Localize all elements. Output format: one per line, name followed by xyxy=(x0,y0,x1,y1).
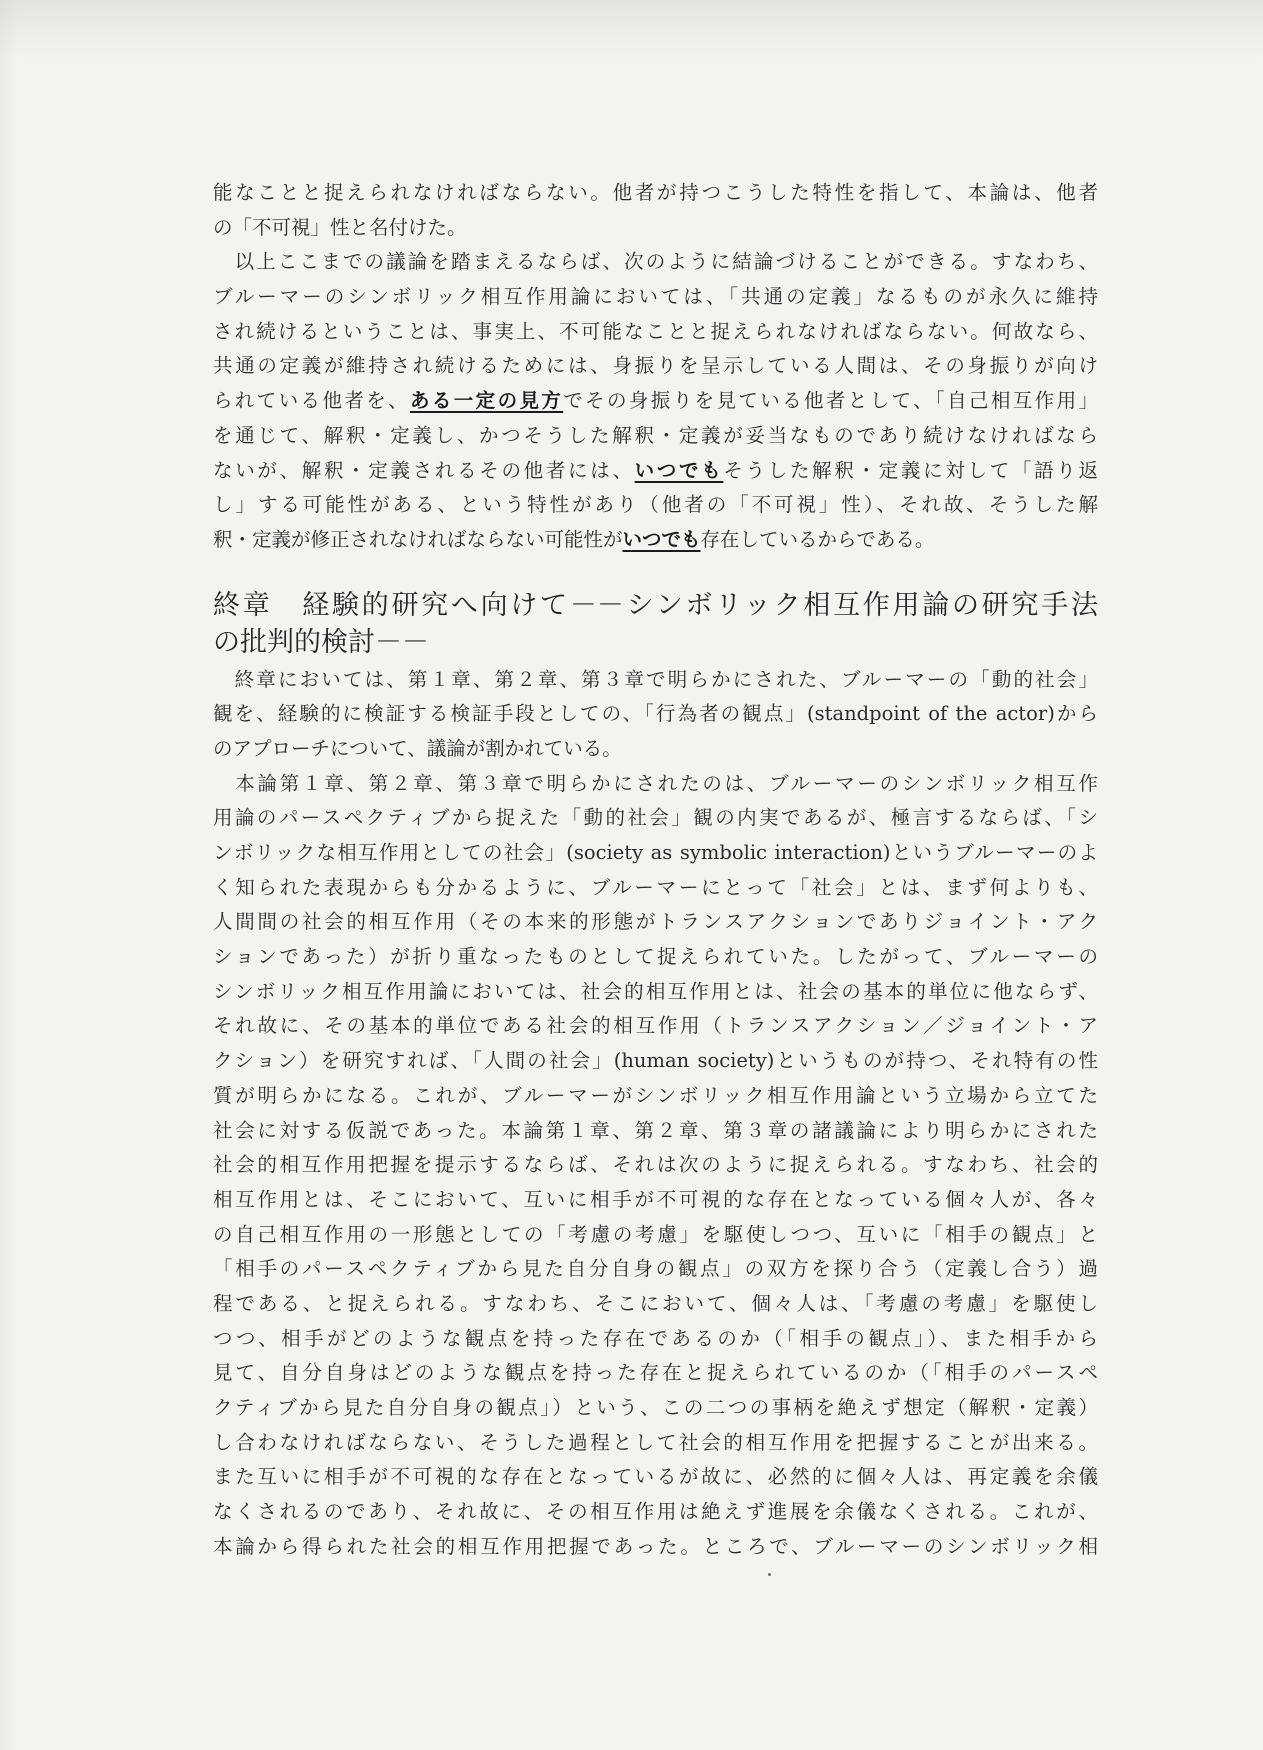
text-segment: 本論から得られた社会的相互作用把握であった。ところで、ブルーマーのシンボリック相 xyxy=(213,1534,1098,1558)
text-line xyxy=(213,1356,1098,1391)
text-line xyxy=(213,975,1098,1010)
chapter-heading xyxy=(213,587,1098,661)
text-segment: の「不可視」性と名付けた。 xyxy=(213,215,467,239)
text-segment: 見て、自分自身はどのような観点を持った存在と捉えられているのか（「相手のパースペ xyxy=(213,1361,1098,1385)
text-segment: 釈・定義が修正されなければならない可能性が xyxy=(213,527,623,551)
text-segment: シンボリック相互作用論においては、社会的相互作用とは、社会の基本的単位に他ならず、 xyxy=(213,979,1098,1003)
text-line xyxy=(213,419,1098,454)
text-line xyxy=(213,1460,1098,1495)
text-segment: ションであった）が折り重なったものとして捉えられていた。したがって、ブルーマーの xyxy=(213,945,1098,969)
text-segment: 終章においては、第１章、第２章、第３章で明らかにされた、ブルーマーの「動的社会」 xyxy=(213,667,1098,691)
text-line xyxy=(213,211,1098,246)
text-segment: し」する可能性がある、という特性があり（他者の「不可視」性）、それ故、そうした解 xyxy=(213,493,1098,517)
text-segment: 用論のパースペクティブから捉えた「動的社会」観の内実であるが、極言するならば、「シ xyxy=(213,806,1098,830)
text-line xyxy=(213,801,1098,836)
text-line xyxy=(213,697,1098,732)
text-line xyxy=(213,1495,1098,1530)
text-segment: のアプローチについて、議論が割かれている。 xyxy=(213,736,622,760)
text-line xyxy=(213,176,1098,211)
text-segment: 以上ここまでの議論を踏まえるならば、次のように結論づけることができる。すなわち、 xyxy=(213,250,1098,274)
text-line xyxy=(213,488,1098,523)
text-line xyxy=(213,523,1098,558)
text-line xyxy=(213,940,1098,975)
underlined-emphasis: ある一定の見方 xyxy=(410,389,564,413)
scan-speck xyxy=(768,1573,771,1576)
paragraph xyxy=(213,176,1098,245)
text-segment: そうした解釈・定義に対して「語り返 xyxy=(723,458,1098,482)
text-line xyxy=(213,1148,1098,1183)
text-segment: 程である、と捉えられる。すなわち、そこにおいて、個々人は、「考慮の考慮」を駆使し xyxy=(213,1291,1098,1315)
text-line xyxy=(213,1530,1098,1565)
text-segment: つつ、相手がどのような観点を持った存在であるのか（「相手の観点」）、また相手から xyxy=(213,1326,1098,1350)
text-segment: 「相手のパースペクティブから見た自分自身の観点」の双方を探り合う（定義し合う）過 xyxy=(213,1257,1098,1281)
paragraph xyxy=(213,663,1098,767)
text-segment: ブルーマーのシンボリック相互作用論においては、「共通の定義」なるものが永久に維持 xyxy=(213,285,1098,309)
text-line xyxy=(213,871,1098,906)
text-line xyxy=(213,1426,1098,1461)
text-line xyxy=(213,384,1098,419)
text-segment: 共通の定義が維持され続けるためには、身振りを呈示している人間は、その身振りが向け xyxy=(213,354,1098,378)
text-segment: 観を、経験的に検証する検証手段としての、「行為者の観点」(standpoint of the actor)から xyxy=(213,702,1098,726)
text-line xyxy=(213,349,1098,384)
paragraph xyxy=(213,767,1098,1565)
text-segment: られている他者を、 xyxy=(213,389,411,413)
text-segment: 人間間の社会的相互作用（その本来的形態がトランスアクションでありジョイント・アク xyxy=(213,910,1098,934)
paragraph xyxy=(213,245,1098,557)
text-segment: 終章 経験的研究へ向けて－－シンボリック相互作用論の研究手法 xyxy=(213,589,1098,621)
text-line xyxy=(213,1009,1098,1044)
text-segment: の批判的検討－－ xyxy=(213,626,429,658)
text-line xyxy=(213,663,1098,698)
text-line xyxy=(213,280,1098,315)
text-line xyxy=(213,905,1098,940)
text-segment: 本論第１章、第２章、第３章で明らかにされたのは、ブルーマーのシンボリック相互作 xyxy=(213,771,1098,795)
text-line xyxy=(213,1044,1098,1079)
text-segment: 社会に対する仮説であった。本論第１章、第２章、第３章の諸議論により明らかにされた xyxy=(213,1118,1098,1142)
text-segment: 社会的相互作用把握を提示するならば、それは次のように捉えられる。すなわち、社会的 xyxy=(213,1153,1098,1177)
text-line xyxy=(213,1218,1098,1253)
text-line xyxy=(213,732,1098,767)
text-segment: 相互作用とは、そこにおいて、互いに相手が不可視的な存在となっている個々人が、各々 xyxy=(213,1187,1098,1211)
text-segment: され続けるということは、事実上、不可能なことと捉えられなければならない。何故なら、 xyxy=(213,319,1098,343)
text-segment: 質が明らかになる。これが、ブルーマーがシンボリック相互作用論という立場から立てた xyxy=(213,1083,1098,1107)
text-segment: ないが、解釈・定義されるその他者には、 xyxy=(213,458,635,482)
text-line xyxy=(213,1391,1098,1426)
text-line xyxy=(213,454,1098,489)
text-segment: それ故に、その基本的単位である社会的相互作用（トランスアクション／ジョイント・ア xyxy=(213,1014,1098,1038)
text-segment: ンボリックな相互作用としての社会」(society as symbolic interaction)というブルーマーのよ xyxy=(213,841,1098,864)
text-segment: 能なことと捉えられなければならない。他者が持つこうした特性を指して、本論は、他者 xyxy=(213,181,1098,204)
text-line xyxy=(213,767,1098,802)
text-line xyxy=(213,1183,1098,1218)
text-line xyxy=(213,245,1098,280)
text-line xyxy=(213,1114,1098,1149)
text-line xyxy=(213,836,1098,871)
text-line xyxy=(213,1287,1098,1322)
text-segment: また互いに相手が不可視的な存在となっているが故に、必然的に個々人は、再定義を余儀 xyxy=(213,1465,1098,1489)
text-segment: 存在しているからである。 xyxy=(700,527,935,551)
text-line xyxy=(213,315,1098,350)
text-line xyxy=(213,1322,1098,1357)
underlined-emphasis: いつでも xyxy=(634,458,724,482)
text-body xyxy=(213,176,1098,1564)
text-segment: なくされるのであり、それ故に、その相互作用は絶えず進展を余儀なくされる。これが、 xyxy=(213,1500,1098,1524)
heading-line xyxy=(213,587,1098,624)
text-segment: でその身振りを見ている他者として、「自己相互作用」 xyxy=(563,389,1098,413)
text-line xyxy=(213,1079,1098,1114)
underlined-emphasis: いつでも xyxy=(622,527,701,551)
text-line xyxy=(213,1252,1098,1287)
text-segment: く知られた表現からも分かるように、ブルーマーにとって「社会」とは、まず何よりも、 xyxy=(213,875,1098,899)
text-segment: を通じて、解釈・定義し、かつそうした解釈・定義が妥当なものであり続けなければなら xyxy=(213,423,1098,447)
text-segment: クション）を研究すれば、「人間の社会」(human society)というものが持つ、それ特有の性 xyxy=(213,1049,1098,1073)
heading-line xyxy=(213,624,1098,661)
text-segment: し合わなければならない、そうした過程として社会的相互作用を把握することが出来る。 xyxy=(213,1430,1098,1454)
text-segment: クティブから見た自分自身の観点」）という、この二つの事柄を絶えず想定（解釈・定義） xyxy=(213,1396,1098,1419)
text-segment: の自己相互作用の一形態としての「考慮の考慮」を駆使しつつ、互いに「相手の観点」と xyxy=(213,1222,1098,1246)
